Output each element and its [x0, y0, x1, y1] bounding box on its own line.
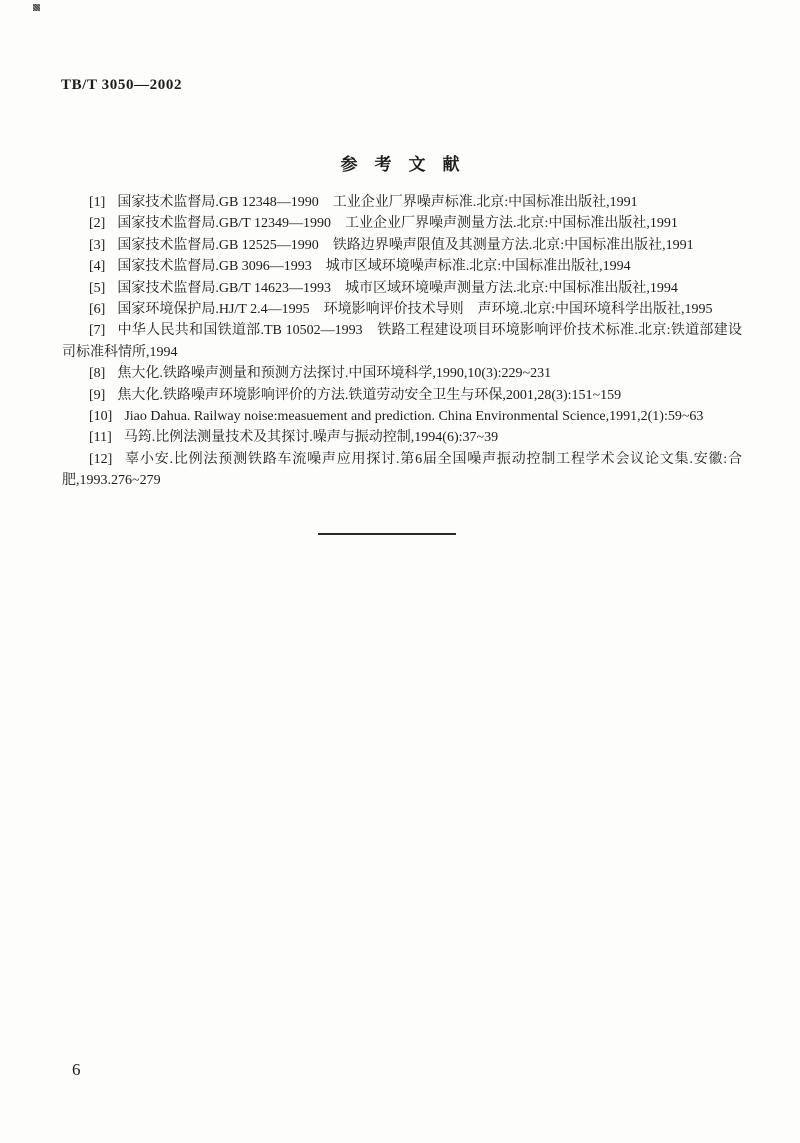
reference-item — [62, 299, 742, 320]
reference-item — [62, 449, 742, 492]
reference-item — [62, 256, 742, 277]
reference-label: [1] — [89, 195, 106, 210]
reference-list — [62, 192, 742, 492]
reference-text: 国家技术监督局.GB/T 12349—1990 工业企业厂界噪声测量方法.北京:中国标准出版社,1991 — [117, 216, 678, 232]
reference-label: [7] — [89, 323, 106, 339]
reference-text: Jiao Dahua. Railway noise:measuement and prediction. China Environmental Science,1991,2(1):59~63 — [124, 409, 704, 425]
reference-text: 国家技术监督局.GB 3096—1993 城市区域环境噪声标准.北京:中国标准出版社,1994 — [117, 259, 631, 275]
reference-label: [11] — [89, 430, 112, 446]
reference-label: [6] — [89, 302, 106, 318]
reference-text: 焦大化.铁路噪声环境影响评价的方法.铁道劳动安全卫生与环保,2001,28(3):151~159 — [117, 387, 622, 403]
page-number: 6 — [72, 1060, 81, 1079]
reference-label: [9] — [89, 387, 106, 403]
reference-item — [62, 385, 742, 406]
reference-item — [62, 406, 742, 427]
reference-text: 国家技术监督局.GB 12348—1990 工业企业厂界噪声标准.北京:中国标准出版社,1991 — [117, 195, 638, 210]
standard-number-header: TB/T 3050—2002 — [61, 77, 183, 93]
reference-item — [62, 235, 742, 256]
reference-label: [2] — [89, 216, 106, 232]
reference-text: 中华人民共和国铁道部.TB 10502—1993 铁路工程建设项目环境影响评价技术标准.北京:铁道部建设司标准科情所,1994 — [62, 323, 742, 360]
reference-item — [62, 320, 742, 363]
end-of-text-divider — [318, 533, 456, 535]
reference-label: [3] — [89, 237, 106, 253]
reference-text: 国家技术监督局.GB/T 14623—1993 城市区域环境噪声测量方法.北京:中国标准出版社,1994 — [117, 280, 678, 296]
reference-item — [62, 192, 742, 213]
reference-label: [4] — [89, 259, 106, 275]
references-section-title: 参考文献 — [340, 155, 477, 174]
reference-label: [12] — [89, 451, 113, 467]
reference-text: 马筠.比例法测量技术及其探讨.噪声与振动控制,1994(6):37~39 — [123, 430, 499, 446]
reference-label: [5] — [89, 280, 106, 296]
reference-label: [10] — [89, 409, 113, 425]
reference-item — [62, 427, 742, 448]
reference-item — [62, 278, 742, 299]
reference-text: 焦大化.铁路噪声测量和预测方法探讨.中国环境科学,1990,10(3):229~231 — [117, 366, 552, 382]
reference-text: 国家环境保护局.HJ/T 2.4—1995 环境影响评价技术导则 声环境.北京:中国环境科学出版社,1995 — [117, 302, 713, 318]
reference-label: [8] — [89, 366, 106, 382]
reference-item — [62, 363, 742, 384]
reference-text: 国家技术监督局.GB 12525—1990 铁路边界噪声限值及其测量方法.北京:中国标准出版社,1991 — [117, 237, 694, 253]
scan-artifact-mark — [33, 4, 40, 11]
reference-text: 辜小安.比例法预测铁路车流噪声应用探讨.第6届全国噪声振动控制工程学术会议论文集.安徽:合肥,1993.276~279 — [62, 451, 742, 489]
reference-item — [62, 213, 742, 234]
